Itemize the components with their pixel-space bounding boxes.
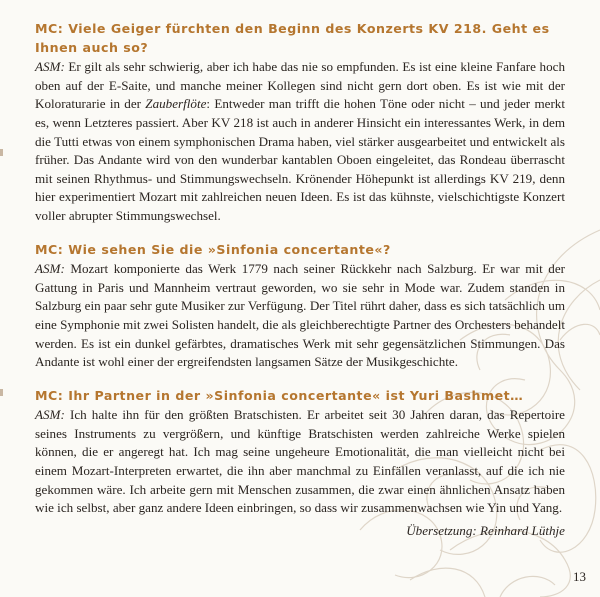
answer-text-part: : Entweder man trifft die hohen Töne oder nicht – und jeder merkt es, wenn Letzteres passiert. Aber KV 218 ist auch in anderer Hinsicht ein interessantes Werk, in dem die Tutti etwas von einem symphonischen Drama haben, viel stärker ausgearbeitet und entwickelt als früher. Das Andante wird von den wunderbar kantablen Oboen eingeleitet, das Rondeau überrascht mit seinen Rhythmus- und Stimmungswechseln. Krönender Höhepunkt ist allerdings KV 219, denn hier experimentiert Mozart mit zahlreichen neuen Ideen. Es ist das kühnste, vielschichtigste Konzert voller abrupter Stimmungswechsel. [35, 96, 565, 223]
translation-credit: Übersetzung: Reinhard Lüthje [406, 522, 565, 538]
answer-text-part: Mozart komponierte das Werk 1779 nach seiner Rückkehr nach Salzburg. Er war mit der Gattung in Paris und Mannheim vertraut geworden, wo sie sehr in Mode war. Zudem standen in Salzburg ein paar sehr gute Musiker zur Verfügung. Der Titel rührt daher, dass es sich tatsächlich um eine Symphonie mit zwei Solisten handelt, die als gleichberechtigte Partner des Orchesters behandelt werden. Es ist ein dunkel gefärbtes, dramatisches Werk mit sehr gegensätzlichen Stimmungen. Das Andante ist wohl einer der ergreifendsten langsamen Sätze der Musikgeschichte. [35, 261, 565, 370]
page-number: 13 [573, 569, 586, 584]
interview-section-1 [35, 20, 565, 226]
speaker-label: ASM: [35, 407, 65, 423]
question-heading: MC: Ihr Partner in der »Sinfonia concertante« ist Yuri Bashmet… [35, 387, 524, 403]
article-body [35, 20, 565, 555]
interview-section-3 [35, 387, 565, 541]
question-heading: MC: Viele Geiger fürchten den Beginn des Konzerts KV 218. Geht es Ihnen auch so? [35, 21, 550, 55]
question-heading: MC: Wie sehen Sie die »Sinfonia concertante«? [35, 241, 391, 257]
page-edge-mark [0, 149, 3, 156]
answer-text-part: Er gilt als sehr schwierig, aber ich habe das nie so empfunden. Es ist eine kleine Fanfare hoch oben auf der E-Saite, und manche meiner Kollegen sind nicht gern dort oben. Es ist wie mit der Koloraturarie in der [35, 59, 565, 112]
opera-title: Zauberflöte [145, 96, 207, 112]
speaker-label: ASM: [35, 261, 65, 277]
interview-section-2 [35, 241, 565, 372]
answer-text [35, 406, 565, 518]
answer-text-part: Ich halte ihn für den größten Bratschisten. Er arbeitet seit 30 Jahren daran, das Repertoire seines Instruments zu vergrößern, und künftige Bratschisten werden zahlreiche Werke spielen können, die er angeregt hat. Ich mag seine ungeheure Emotionalität, die man vielleicht nicht bei einem Mozart-Interpreten erwartet, die ihn aber manchmal zu Einfällen veranlasst, auf die ich nie gekommen wäre. Ich arbeite gern mit Menschen zusammen, die zwar einen ähnlichen Ansatz haben wie ich selbst, aber ganz andere Ideen einbringen, so dass wir zusammenwachsen wie Yin und Yang. [35, 407, 565, 516]
page-edge-mark [0, 389, 3, 396]
answer-text [35, 260, 565, 372]
answer-text [35, 58, 565, 225]
speaker-label: ASM: [35, 59, 65, 75]
